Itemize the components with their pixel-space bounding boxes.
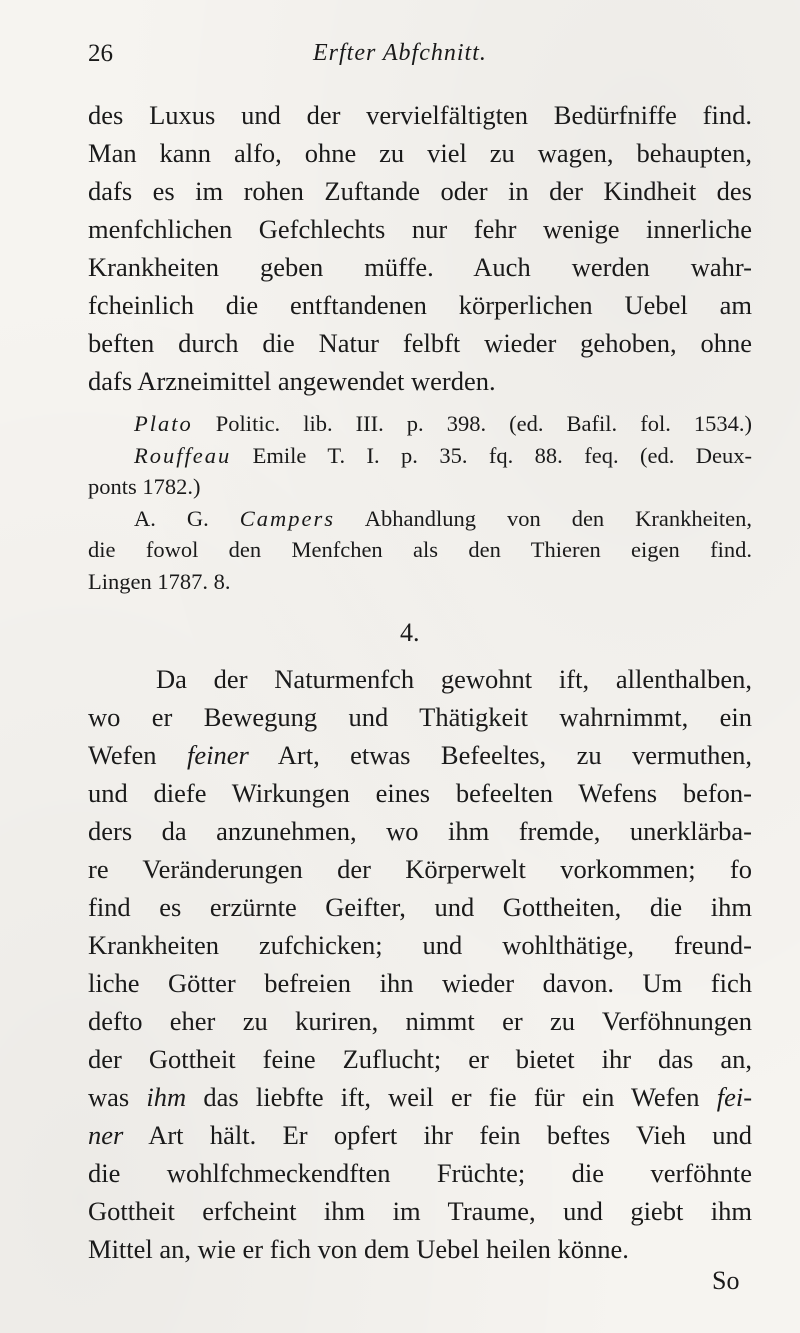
reference-campers: [88, 503, 752, 535]
text-line: Mittel an, wie er fich von dem Uebel heilen könne.: [88, 1234, 629, 1264]
text-fragment: Art, etwas Befeeltes, zu vermuthen,: [277, 740, 752, 770]
text-line: ders da anzunehmen, wo ihm fremde, unerklärba-: [88, 816, 752, 846]
text-line: liche Götter befreien ihn wieder davon. Um fich: [88, 968, 752, 998]
text-line: dafs Arzneimittel angewendet werden.: [88, 366, 496, 396]
section-number: 4.: [400, 618, 420, 647]
text-line: Krankheiten geben müffe. Auch werden wahr-: [88, 252, 752, 282]
paragraph-1: [88, 96, 752, 400]
reference-rousseau-cont: ponts 1782.): [88, 474, 201, 499]
text-line: defto eher zu kuriren, nimmt er zu Verföhnungen: [88, 1006, 752, 1036]
emphasis: ner: [88, 1120, 124, 1150]
reference-rousseau: [88, 440, 752, 472]
text-line: Krankheiten zufchicken; und wohlthätige, freund-: [88, 930, 752, 960]
reference-text: Emile T. I. p. 35. fq. 88. feq. (ed. Deux-: [252, 442, 752, 468]
text-line: beften durch die Natur felbft wieder gehoben, ohne: [88, 328, 752, 358]
catchword: So: [712, 1266, 740, 1295]
text-line: [88, 736, 752, 774]
text-line: re Veränderungen der Körperwelt vorkommen; fo: [88, 854, 752, 884]
text-line: dafs es im rohen Zuftande oder in der Kindheit des: [88, 176, 752, 206]
page-number: 26: [88, 40, 113, 67]
emphasis: fei-: [716, 1082, 753, 1112]
text-fragment: Wefen: [88, 740, 157, 770]
reference-author: Campers: [239, 505, 335, 531]
text-fragment: was: [88, 1082, 130, 1112]
text-line: fcheinlich die entftandenen körperlichen Uebel am: [88, 290, 752, 320]
text-line: menfchlichen Gefchlechts nur fehr wenige innerliche: [88, 214, 752, 244]
references-block: [88, 408, 752, 597]
text-line: und diefe Wirkungen eines befeelten Wefens befon-: [88, 778, 752, 808]
text-line: find es erzürnte Geifter, und Gottheiten, die ihm: [88, 892, 752, 922]
reference-prefix: A. G.: [134, 505, 209, 531]
reference-author: Rouffeau: [134, 442, 232, 468]
text-line: [88, 1116, 752, 1154]
text-line: wo er Bewegung und Thätigkeit wahrnimmt, ein: [88, 702, 752, 732]
reference-text: Abhandlung von den Krankheiten,: [364, 505, 752, 531]
reference-plato: [88, 408, 752, 440]
reference-campers-cont: Lingen 1787. 8.: [88, 568, 231, 594]
reference-campers-cont: die fowol den Menfchen als den Thieren eigen find.: [88, 537, 752, 562]
text-line: [88, 1078, 752, 1116]
emphasis: feiner: [186, 740, 249, 770]
text-line: des Luxus und der vervielfältigten Bedürfniffe find.: [88, 100, 752, 130]
page-header: [88, 40, 748, 80]
running-head: Erfter Abfchnitt.: [313, 40, 487, 66]
text-fragment: das liebfte ift, weil er fie für ein Wefen: [203, 1082, 700, 1112]
reference-author: Plato: [134, 411, 193, 436]
text-line: Man kann alfo, ohne zu viel zu wagen, behaupten,: [88, 138, 752, 168]
text-fragment: Art hält. Er opfert ihr fein beftes Vieh und: [148, 1120, 753, 1150]
text-line: Da der Naturmenfch gewohnt ift, allenthalben,: [156, 664, 752, 694]
emphasis: ihm: [146, 1082, 187, 1112]
reference-text: Politic. lib. III. p. 398. (ed. Bafil. fol. 1534.): [215, 411, 752, 436]
text-line: der Gottheit feine Zuflucht; er bietet ihr das an,: [88, 1044, 752, 1074]
paragraph-2: [88, 660, 752, 1268]
text-line: Gottheit erfcheint ihm im Traume, und giebt ihm: [88, 1196, 752, 1226]
text-line: die wohlfchmeckendften Früchte; die verföhnte: [88, 1158, 752, 1188]
